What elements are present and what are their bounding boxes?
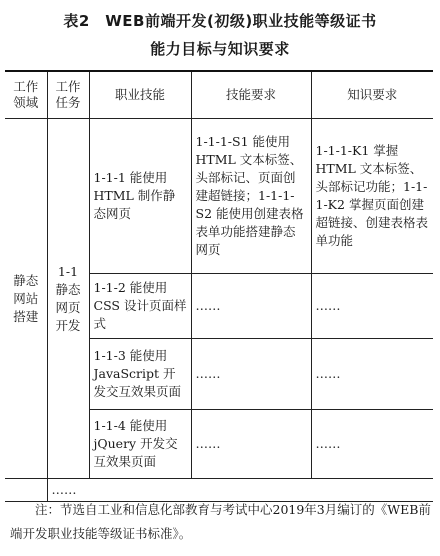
skills-table	[5, 70, 433, 502]
knowledge-cell: ……	[311, 339, 433, 410]
requirement-cell: ……	[191, 410, 311, 479]
table-header-row	[5, 71, 433, 119]
skill-cell: 1-1-1 能使用 HTML 制作静态网页	[89, 119, 191, 274]
knowledge-cell: 1-1-1-K1 掌握 HTML 文本标签、头部标记功能；1-1-1-K2 掌握页面创建超链接、创建表格表单功能	[311, 119, 433, 274]
work-area-cell: 静态网站搭建	[5, 119, 47, 479]
skill-cell: 1-1-2 能使用 CSS 设计页面样式	[89, 274, 191, 339]
requirement-cell: ……	[191, 339, 311, 410]
header-requirement: 技能要求	[191, 71, 311, 119]
skill-cell: 1-1-3 能使用 JavaScript 开发交互效果页面	[89, 339, 191, 410]
table-subtitle: 能力目标与知识要求	[150, 40, 290, 58]
requirement-cell: 1-1-1-S1 能使用 HTML 文本标签、头部标记、页面创建超链接；1-1-1-S2 能使用创建表格表单功能搭建静态网页	[191, 119, 311, 274]
header-knowledge: 知识要求	[311, 71, 433, 119]
knowledge-cell: ……	[311, 410, 433, 479]
knowledge-cell: ……	[311, 274, 433, 339]
table-title: 表2 WEB前端开发(初级)职业技能等级证书	[63, 12, 377, 30]
header-skill: 职业技能	[89, 71, 191, 119]
header-area: 工作领域	[5, 71, 47, 119]
skill-cell: 1-1-4 能使用 jQuery 开发交互效果页面	[89, 410, 191, 479]
table-row	[5, 119, 433, 274]
table-note: 注：节选自工业和信息化部教育与考试中心2019年3月编订的《WEB前端开发职业技能等级证书标准》。	[10, 502, 431, 541]
ellipsis-cell: ……	[47, 479, 433, 502]
header-task: 工作任务	[47, 71, 89, 119]
work-task-cell: 1-1 静态网页开发	[47, 119, 89, 479]
requirement-cell: ……	[191, 274, 311, 339]
